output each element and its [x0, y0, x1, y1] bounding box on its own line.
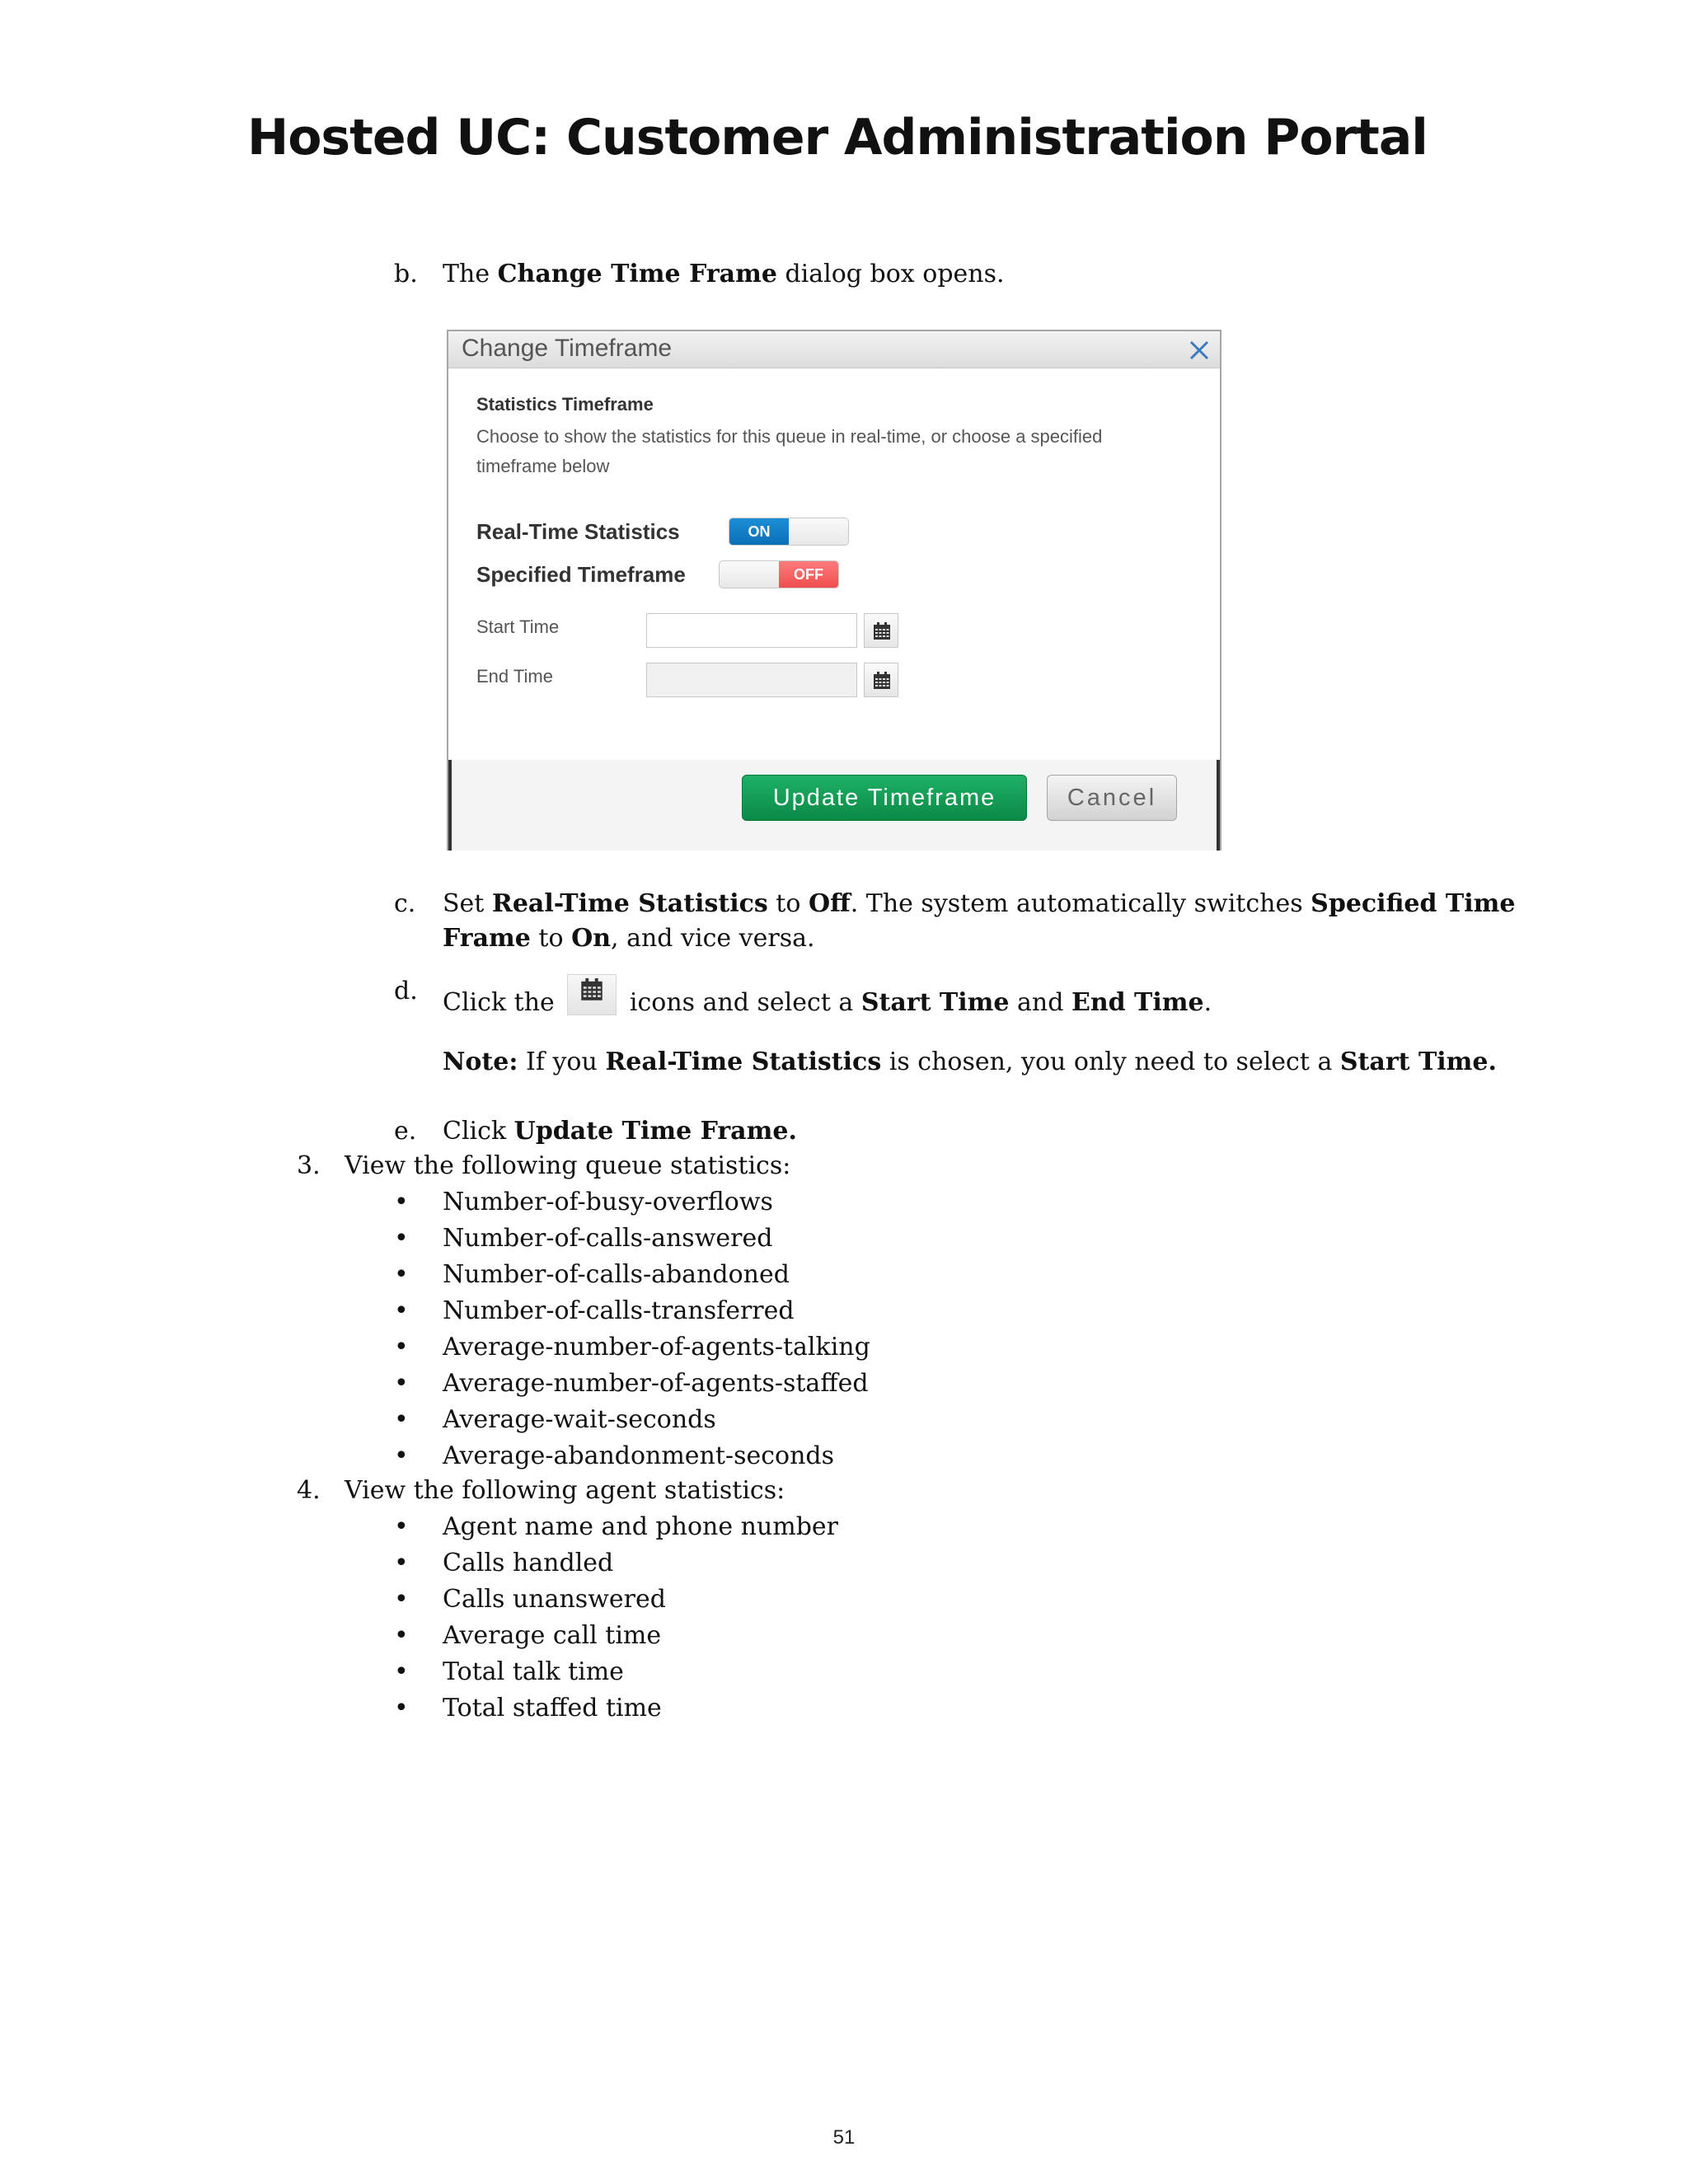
specified-timeframe-toggle[interactable]: [719, 560, 839, 588]
bullet: •: [394, 1296, 409, 1325]
toggle-on-knob: ON: [729, 518, 789, 545]
bullet: •: [394, 1512, 409, 1541]
toggle-off-knob: OFF: [779, 561, 838, 588]
bullet: •: [394, 1260, 409, 1289]
list-item: Average-number-of-agents-talking: [443, 1333, 870, 1361]
bullet: •: [394, 1549, 409, 1577]
step-b-marker: b.: [394, 260, 418, 288]
bullet: •: [394, 1694, 409, 1722]
step-3-text: View the following queue statistics:: [345, 1151, 791, 1180]
calendar-icon: [580, 978, 603, 1001]
page-title: Hosted UC: Customer Administration Portal: [247, 109, 1428, 166]
list-item: Total talk time: [443, 1657, 624, 1686]
list-item: Average-number-of-agents-staffed: [443, 1369, 869, 1398]
step-e-marker: e.: [394, 1117, 417, 1146]
bullet: •: [394, 1621, 409, 1650]
step-e-text: Click Update Time Frame.: [443, 1117, 797, 1146]
section-title: Statistics Timeframe: [476, 394, 654, 415]
calendar-icon: [873, 622, 891, 640]
change-timeframe-dialog: [447, 330, 1221, 851]
specified-timeframe-label: Specified Timeframe: [476, 562, 686, 587]
step-c-text-line2: Frame to On, and vice versa.: [443, 924, 815, 953]
bullet: •: [394, 1405, 409, 1434]
list-item: Average-abandonment-seconds: [443, 1441, 835, 1470]
step-c-marker: c.: [394, 889, 416, 918]
start-time-label: Start Time: [476, 616, 560, 637]
realtime-statistics-label: Real-Time Statistics: [476, 519, 680, 544]
dialog-title: Change Timeframe: [462, 335, 673, 362]
update-timeframe-button[interactable]: Update Timeframe: [742, 775, 1027, 821]
step-4-text: View the following agent statistics:: [345, 1476, 785, 1505]
list-item: Number-of-calls-answered: [443, 1224, 773, 1253]
list-item: Average call time: [443, 1621, 662, 1650]
list-item: Number-of-calls-abandoned: [443, 1260, 790, 1289]
step-d-marker: d.: [394, 977, 418, 1005]
list-item: Number-of-busy-overflows: [443, 1188, 773, 1216]
end-time-calendar-button[interactable]: [864, 663, 898, 697]
step-4-marker: 4.: [297, 1476, 321, 1505]
start-time-calendar-button[interactable]: [864, 613, 898, 648]
step-3-marker: 3.: [297, 1151, 321, 1180]
list-item: Calls handled: [443, 1549, 614, 1577]
start-time-input[interactable]: [646, 613, 857, 648]
bullet: •: [394, 1441, 409, 1470]
bullet: •: [394, 1333, 409, 1361]
section-description: Choose to show the statistics for this queue in real-time, or choose a specified timeframe below: [476, 426, 1103, 476]
cancel-button[interactable]: Cancel: [1047, 775, 1177, 821]
step-d-text: Click the icons and select a Start Time and End Time.: [443, 974, 1212, 1020]
realtime-statistics-toggle[interactable]: [729, 518, 849, 546]
list-item: Number-of-calls-transferred: [443, 1296, 795, 1325]
step-b-text: The Change Time Frame dialog box opens.: [443, 260, 1005, 288]
inline-calendar-icon-box: [567, 974, 617, 1015]
dialog-titlebar: [448, 331, 1220, 368]
calendar-icon: [873, 672, 891, 690]
list-item: Calls unanswered: [443, 1585, 666, 1614]
end-time-label: End Time: [476, 666, 553, 687]
list-item: Agent name and phone number: [443, 1512, 839, 1541]
bullet: •: [394, 1657, 409, 1686]
list-item: Average-wait-seconds: [443, 1405, 716, 1434]
end-time-input[interactable]: [646, 663, 857, 697]
bullet: •: [394, 1585, 409, 1614]
page-number: 51: [832, 2126, 856, 2149]
bullet: •: [394, 1188, 409, 1216]
close-icon[interactable]: [1187, 338, 1212, 363]
bullet: •: [394, 1224, 409, 1253]
step-c-text-line1: Set Real-Time Statistics to Off. The system automatically switches Specified Time: [443, 889, 1516, 918]
list-item: Total staffed time: [443, 1694, 662, 1722]
bullet: •: [394, 1369, 409, 1398]
note-text: Note: If you Real-Time Statistics is chosen, you only need to select a Start Time.: [443, 1047, 1497, 1076]
